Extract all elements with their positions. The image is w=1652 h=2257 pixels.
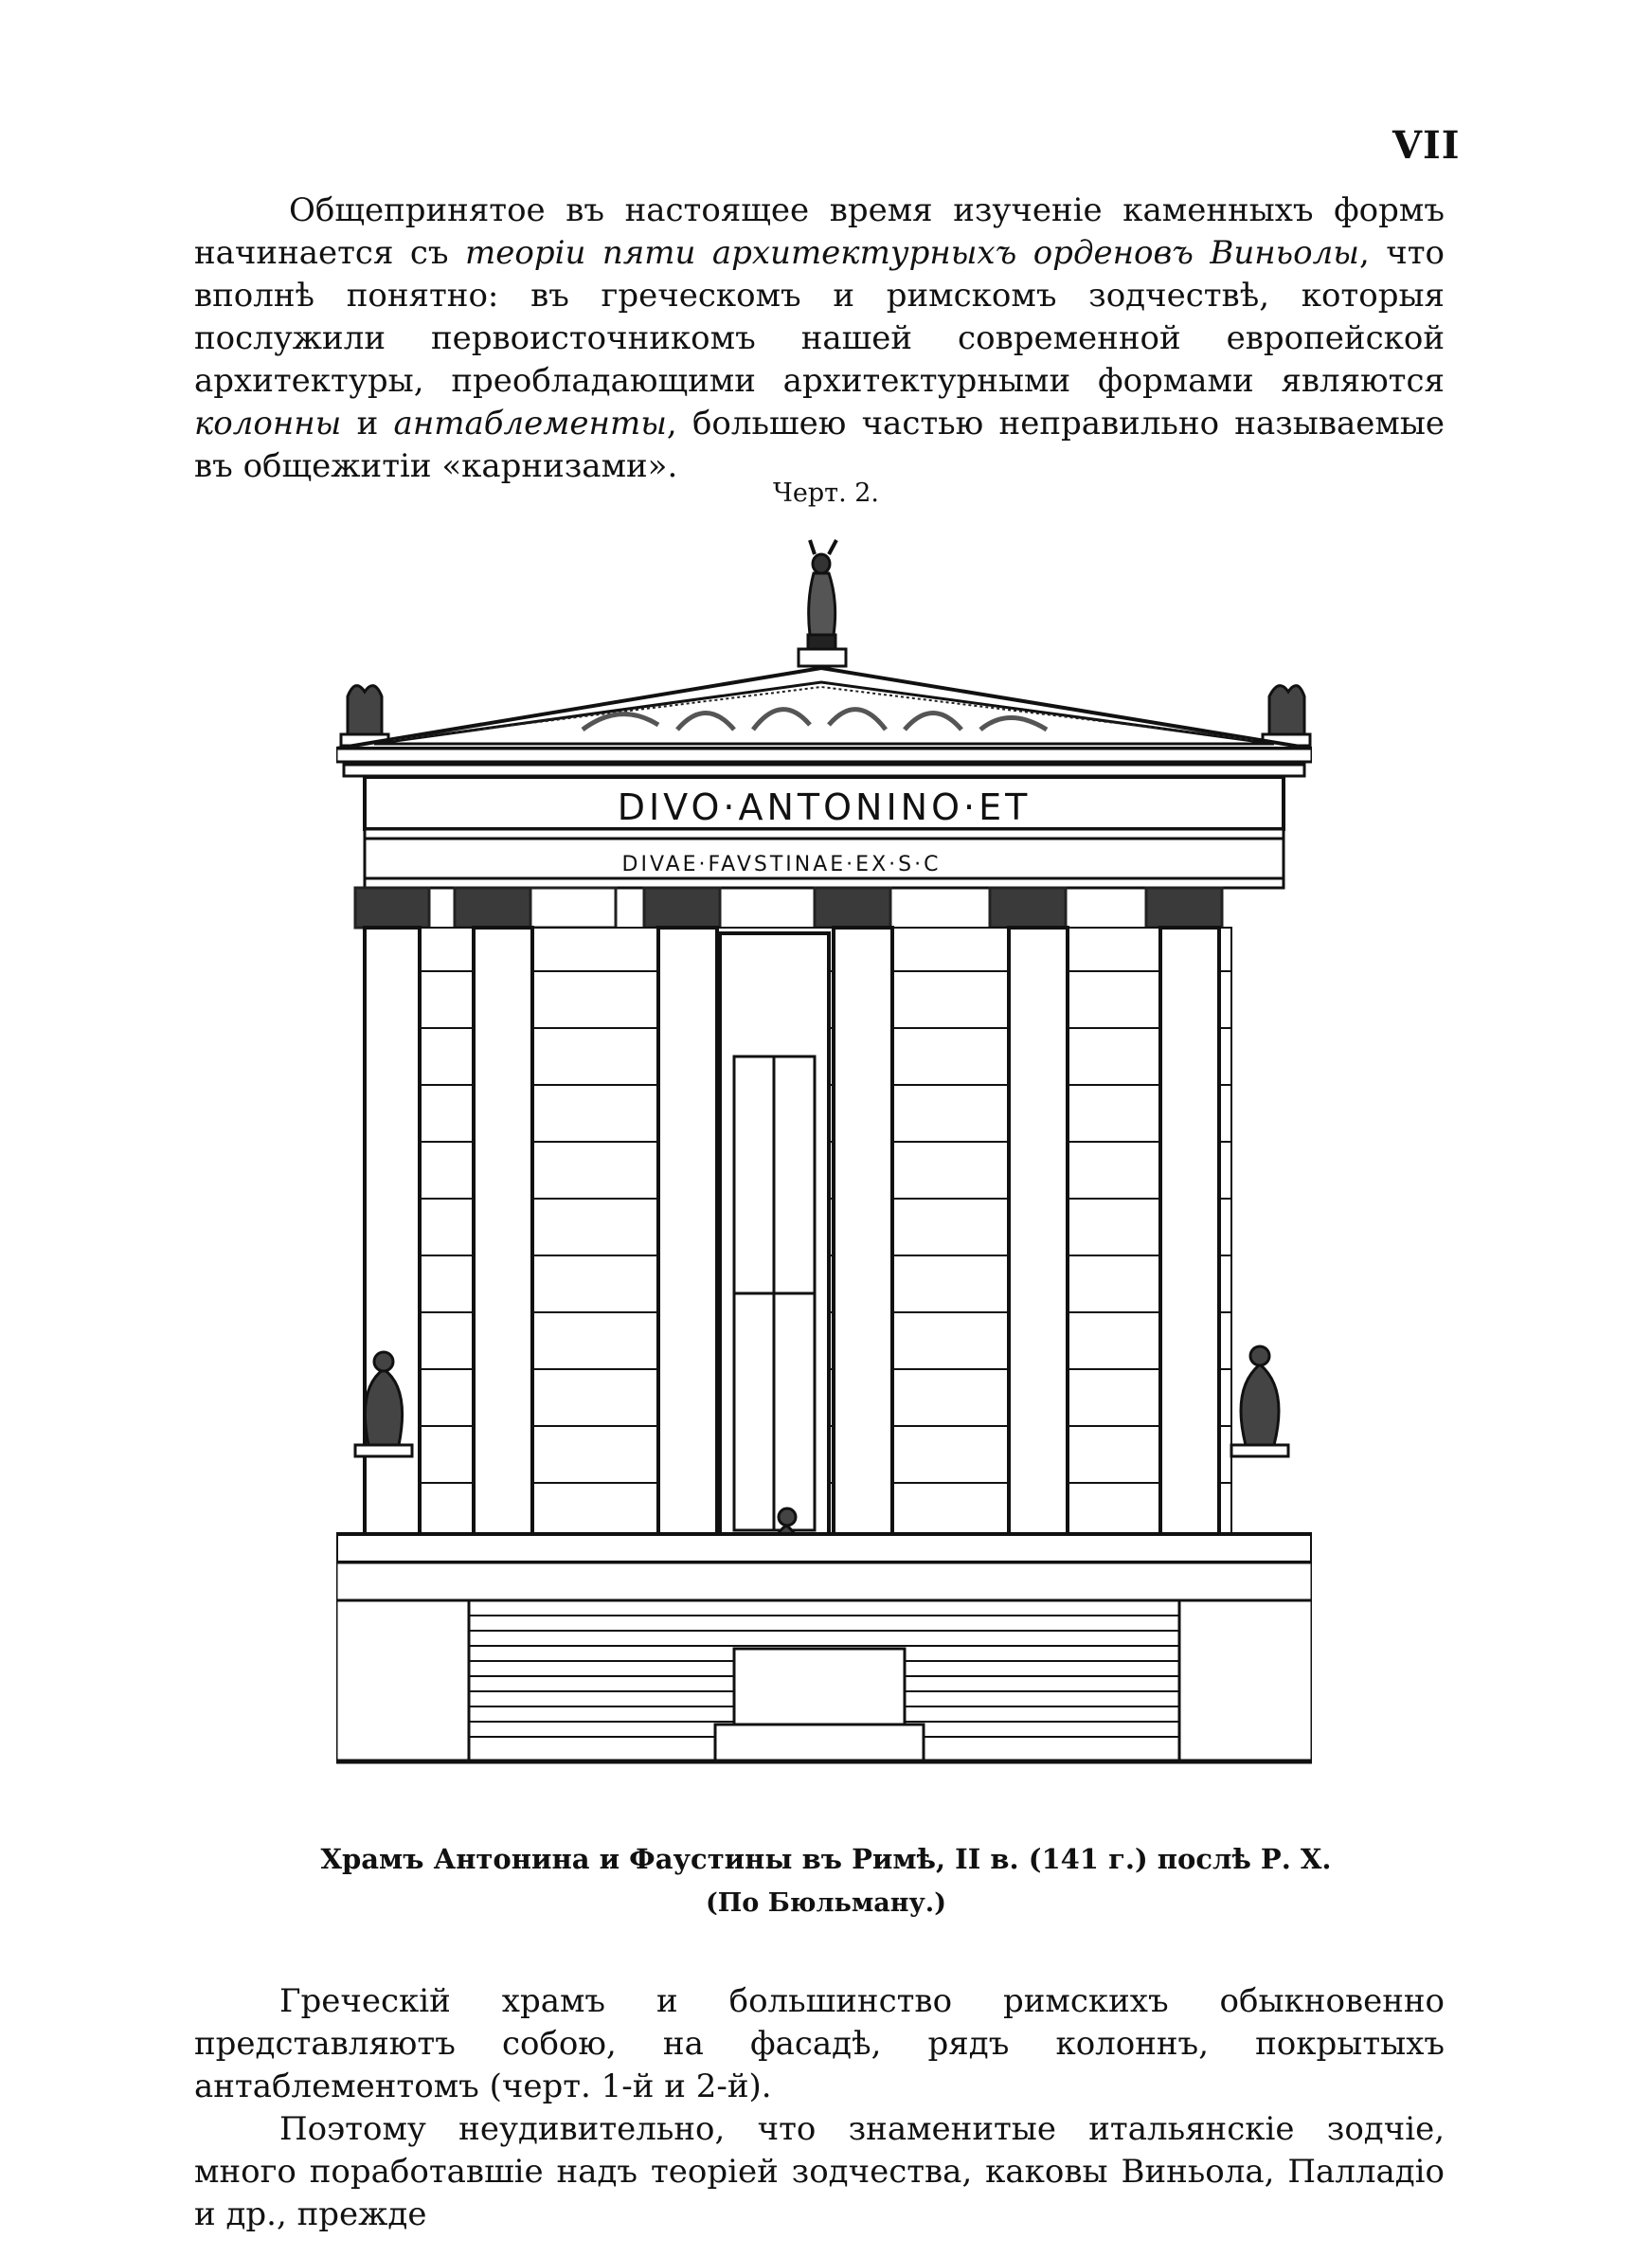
temple-door bbox=[720, 933, 829, 1534]
paragraph-emphasis: колонны bbox=[194, 405, 342, 442]
figure-label: Черт. 2. bbox=[773, 478, 879, 508]
figure-caption: Храмъ Антонина и Фаустины въ Римѣ, II в. (141 г.) послѣ Р. Х. bbox=[320, 1843, 1332, 1875]
pediment bbox=[336, 668, 1312, 776]
paragraph-emphasis: антаблементы bbox=[393, 405, 667, 442]
paragraph-text: Общепринятое въ настоящее время изученіе каменныхъ формъ начинается съ bbox=[194, 191, 1445, 272]
body-paragraphs bbox=[194, 1980, 1445, 2236]
temple-illustration bbox=[336, 535, 1312, 1796]
right-acroterion bbox=[1263, 686, 1310, 746]
frieze-inscription: DIVO·ANTONINO·ET bbox=[617, 786, 1032, 828]
apex-statue bbox=[799, 540, 846, 666]
paragraph-text: , что вполнѣ понятно: въ греческомъ и римскомъ зодчествѣ, которыя послужили первоисточникомъ нашей современной европейской архитектуры, преобладающими архитектурными формами являются bbox=[194, 234, 1446, 400]
paragraph-emphasis: теоріи пяти архитектурныхъ орденовъ Виньолы bbox=[465, 234, 1359, 272]
page-number: VII bbox=[1392, 123, 1461, 168]
paragraph-text: и bbox=[341, 405, 394, 442]
architrave-inscription: DIVAE·FAVSTINAE·EX·S·C bbox=[621, 853, 942, 876]
paragraph: Греческій храмъ и большинство римскихъ обыкновенно представляютъ собою, на фасадѣ, рядъ колоннъ, покрытыхъ антаблементомъ (черт. 1-й и 2-й). bbox=[194, 1982, 1445, 2105]
paragraph-text: , большею частью неправильно называемые въ общежитіи «карнизами». bbox=[194, 405, 1445, 485]
intro-paragraph bbox=[194, 190, 1445, 488]
column-capitals bbox=[355, 888, 1222, 928]
podium-steps bbox=[336, 1534, 1312, 1762]
paragraph: Поэтому неудивительно, что знаменитые итальянскіе зодчіе, много поработавшіе надъ теоріей зодчества, каковы Виньола, Палладіо и др., прежде bbox=[194, 2110, 1445, 2233]
left-acroterion bbox=[336, 535, 388, 746]
figure-credit: (По Бюльману.) bbox=[706, 1888, 946, 1918]
